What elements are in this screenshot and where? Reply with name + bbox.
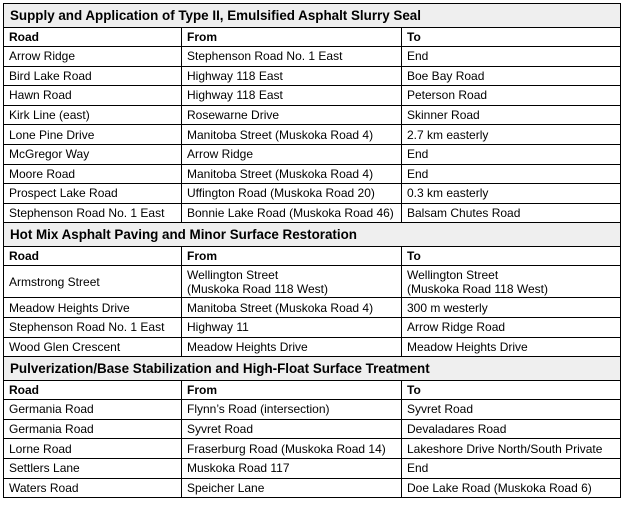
cell-road: Germania Road — [4, 419, 182, 439]
table-row — [4, 419, 621, 439]
cell-from: Rosewarne Drive — [182, 105, 402, 125]
column-header-to: To — [402, 381, 621, 400]
section-title: Hot Mix Asphalt Paving and Minor Surface Restoration — [4, 223, 621, 247]
cell-road: Wood Glen Crescent — [4, 337, 182, 357]
section-title-row — [4, 4, 621, 28]
cell-from: Syvret Road — [182, 419, 402, 439]
cell-road: Hawn Road — [4, 86, 182, 106]
column-header-road: Road — [4, 28, 182, 47]
cell-to: Boe Bay Road — [402, 66, 621, 86]
cell-road: Bird Lake Road — [4, 66, 182, 86]
column-header-to: To — [402, 247, 621, 266]
cell-road: Lorne Road — [4, 439, 182, 459]
cell-from: Flynn’s Road (intersection) — [182, 400, 402, 420]
cell-road: Prospect Lake Road — [4, 184, 182, 204]
cell-from: Meadow Heights Drive — [182, 337, 402, 357]
column-header-from: From — [182, 247, 402, 266]
cell-from: Stephenson Road No. 1 East — [182, 47, 402, 67]
table-row — [4, 66, 621, 86]
section-title: Supply and Application of Type II, Emulsified Asphalt Slurry Seal — [4, 4, 621, 28]
cell-to: Lakeshore Drive North/South Private — [402, 439, 621, 459]
cell-to: Devaladares Road — [402, 419, 621, 439]
cell-to: Syvret Road — [402, 400, 621, 420]
table-row — [4, 203, 621, 223]
table-row — [4, 105, 621, 125]
cell-from: Fraserburg Road (Muskoka Road 14) — [182, 439, 402, 459]
cell-to: Wellington Street (Muskoka Road 118 West) — [402, 266, 621, 298]
cell-from: Highway 118 East — [182, 86, 402, 106]
cell-to: Skinner Road — [402, 105, 621, 125]
table-row — [4, 400, 621, 420]
column-header-row — [4, 28, 621, 47]
column-header-from: From — [182, 381, 402, 400]
cell-to: End — [402, 458, 621, 478]
cell-from: Manitoba Street (Muskoka Road 4) — [182, 125, 402, 145]
cell-to: End — [402, 164, 621, 184]
table-row — [4, 47, 621, 67]
table-row — [4, 86, 621, 106]
table-row — [4, 164, 621, 184]
cell-from: Bonnie Lake Road (Muskoka Road 46) — [182, 203, 402, 223]
cell-road: Stephenson Road No. 1 East — [4, 203, 182, 223]
table-row — [4, 125, 621, 145]
section-title: Pulverization/Base Stabilization and High-Float Surface Treatment — [4, 357, 621, 381]
cell-road: Stephenson Road No. 1 East — [4, 317, 182, 337]
cell-to: End — [402, 144, 621, 164]
column-header-road: Road — [4, 247, 182, 266]
cell-to: Meadow Heights Drive — [402, 337, 621, 357]
cell-to: Doe Lake Road (Muskoka Road 6) — [402, 478, 621, 498]
section-title-row — [4, 357, 621, 381]
table-row — [4, 266, 621, 298]
cell-road: Waters Road — [4, 478, 182, 498]
table-row — [4, 478, 621, 498]
cell-from: Speicher Lane — [182, 478, 402, 498]
cell-from: Manitoba Street (Muskoka Road 4) — [182, 164, 402, 184]
table-row — [4, 184, 621, 204]
cell-to: Balsam Chutes Road — [402, 203, 621, 223]
column-header-to: To — [402, 28, 621, 47]
cell-road: Kirk Line (east) — [4, 105, 182, 125]
column-header-row — [4, 247, 621, 266]
cell-to: 2.7 km easterly — [402, 125, 621, 145]
column-header-from: From — [182, 28, 402, 47]
road-works-table — [3, 3, 621, 498]
cell-to: Arrow Ridge Road — [402, 317, 621, 337]
table-row — [4, 317, 621, 337]
cell-to: 0.3 km easterly — [402, 184, 621, 204]
table-row — [4, 458, 621, 478]
cell-road: Germania Road — [4, 400, 182, 420]
cell-from: Uffington Road (Muskoka Road 20) — [182, 184, 402, 204]
cell-from: Muskoka Road 117 — [182, 458, 402, 478]
cell-from: Arrow Ridge — [182, 144, 402, 164]
cell-road: McGregor Way — [4, 144, 182, 164]
section-title-row — [4, 223, 621, 247]
cell-to: Peterson Road — [402, 86, 621, 106]
table-row — [4, 298, 621, 318]
cell-from: Highway 118 East — [182, 66, 402, 86]
column-header-row — [4, 381, 621, 400]
cell-road: Moore Road — [4, 164, 182, 184]
cell-road: Armstrong Street — [4, 266, 182, 298]
cell-from: Wellington Street (Muskoka Road 118 West) — [182, 266, 402, 298]
table-row — [4, 144, 621, 164]
cell-to: End — [402, 47, 621, 67]
cell-road: Lone Pine Drive — [4, 125, 182, 145]
cell-to: 300 m westerly — [402, 298, 621, 318]
column-header-road: Road — [4, 381, 182, 400]
road-works-table-body — [4, 4, 621, 498]
cell-from: Highway 11 — [182, 317, 402, 337]
table-row — [4, 439, 621, 459]
cell-road: Arrow Ridge — [4, 47, 182, 67]
table-row — [4, 337, 621, 357]
cell-road: Meadow Heights Drive — [4, 298, 182, 318]
cell-road: Settlers Lane — [4, 458, 182, 478]
cell-from: Manitoba Street (Muskoka Road 4) — [182, 298, 402, 318]
